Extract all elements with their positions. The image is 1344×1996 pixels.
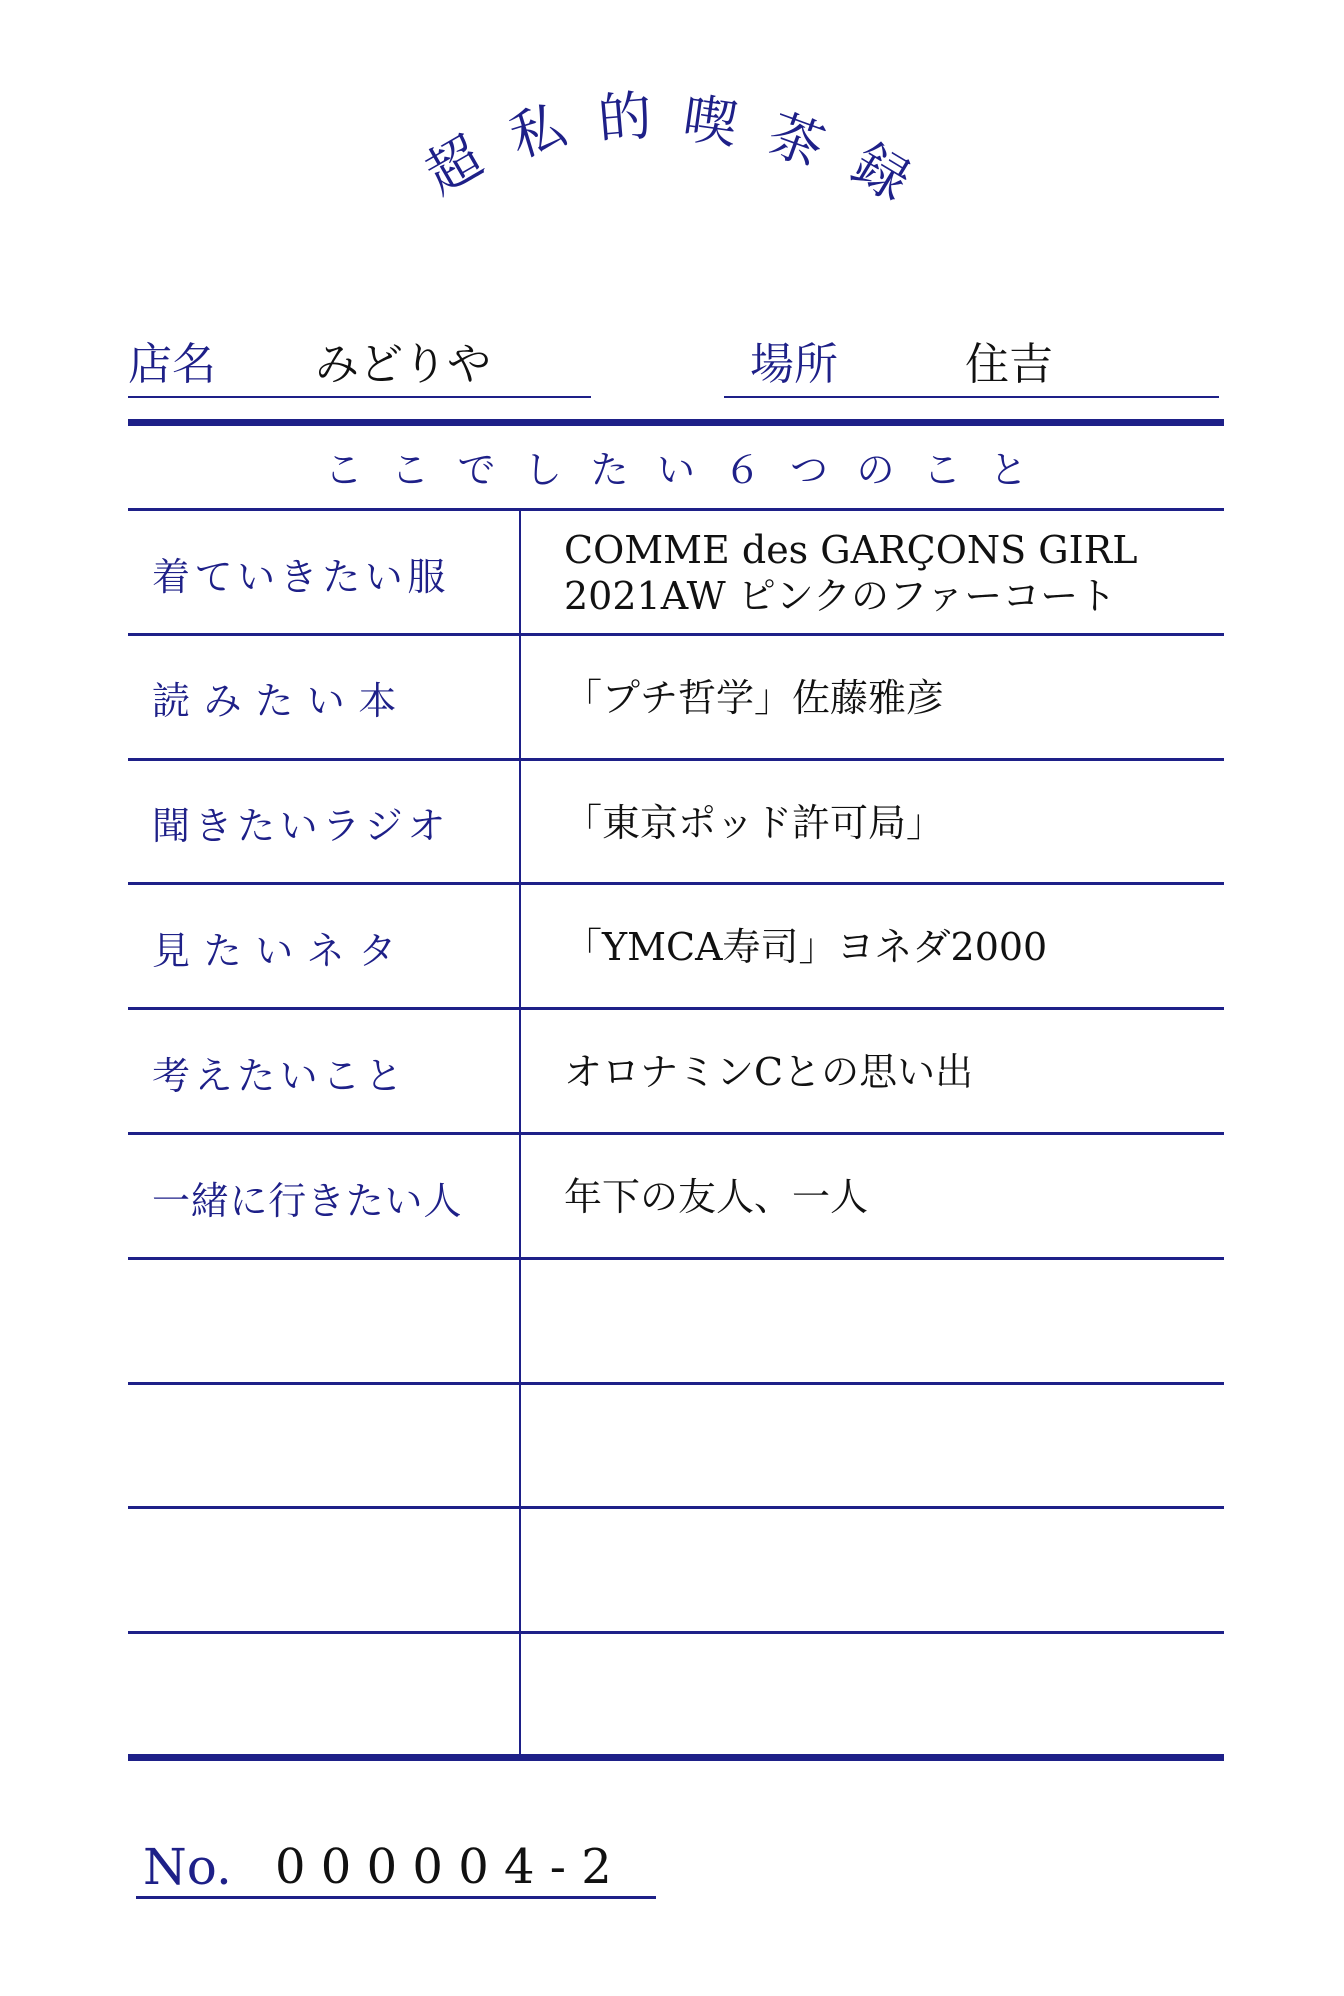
title-char: 茶 bbox=[760, 101, 833, 180]
title-char: 的 bbox=[595, 83, 655, 152]
table-top-rule bbox=[128, 419, 1224, 426]
row-label: 一緒に行きたい人 bbox=[152, 1178, 463, 1223]
row-label: 着ていきたい服 bbox=[152, 554, 450, 599]
row-value: 「YMCA寿司」ヨネダ2000 bbox=[564, 925, 1048, 970]
row-label bbox=[152, 1385, 492, 1509]
place-label: 場所 bbox=[750, 339, 838, 390]
title-char: 録 bbox=[841, 131, 921, 214]
place-value: 住吉 bbox=[965, 339, 1053, 390]
row-value: オロナミンCとの思い出 bbox=[564, 1050, 974, 1095]
title-char: 喫 bbox=[678, 86, 742, 157]
row-value bbox=[564, 1385, 1214, 1509]
number-label: No. bbox=[143, 1838, 232, 1896]
row-label: 考えたいこと bbox=[152, 1053, 408, 1098]
place-underline bbox=[724, 396, 1219, 398]
table-bottom-rule bbox=[128, 1754, 1224, 1761]
number-value: 0 0 0 0 0 4 - 2 bbox=[275, 1839, 612, 1895]
shop-value: みどりや bbox=[315, 339, 491, 390]
number-underline bbox=[136, 1896, 656, 1899]
row-value bbox=[564, 1260, 1214, 1384]
row-label: 聞きたいラジオ bbox=[152, 804, 450, 849]
row-value bbox=[564, 1634, 1214, 1758]
row-value: 「東京ポッド許可局」 bbox=[564, 800, 945, 845]
row-value bbox=[564, 1509, 1214, 1633]
row-label: 見 た い ネ タ bbox=[152, 928, 398, 973]
row-label bbox=[152, 1634, 492, 1758]
row-label bbox=[152, 1509, 492, 1633]
row-label: 読 み た い 本 bbox=[152, 679, 398, 724]
column-divider bbox=[519, 509, 521, 1757]
shop-underline bbox=[128, 396, 591, 398]
row-value: 「プチ哲学」佐藤雅彦 bbox=[564, 675, 945, 720]
row-value: COMME des GARÇONS GIRL 2021AW ピンクのファーコート bbox=[564, 528, 1138, 618]
shop-label: 店名 bbox=[128, 339, 216, 390]
title-char: 超 bbox=[414, 124, 493, 207]
row-label bbox=[152, 1260, 492, 1384]
section-header: ここでしたい６つのこと bbox=[324, 448, 1056, 492]
title-char: 私 bbox=[502, 93, 573, 170]
row-value: 年下の友人、一人 bbox=[564, 1175, 869, 1219]
